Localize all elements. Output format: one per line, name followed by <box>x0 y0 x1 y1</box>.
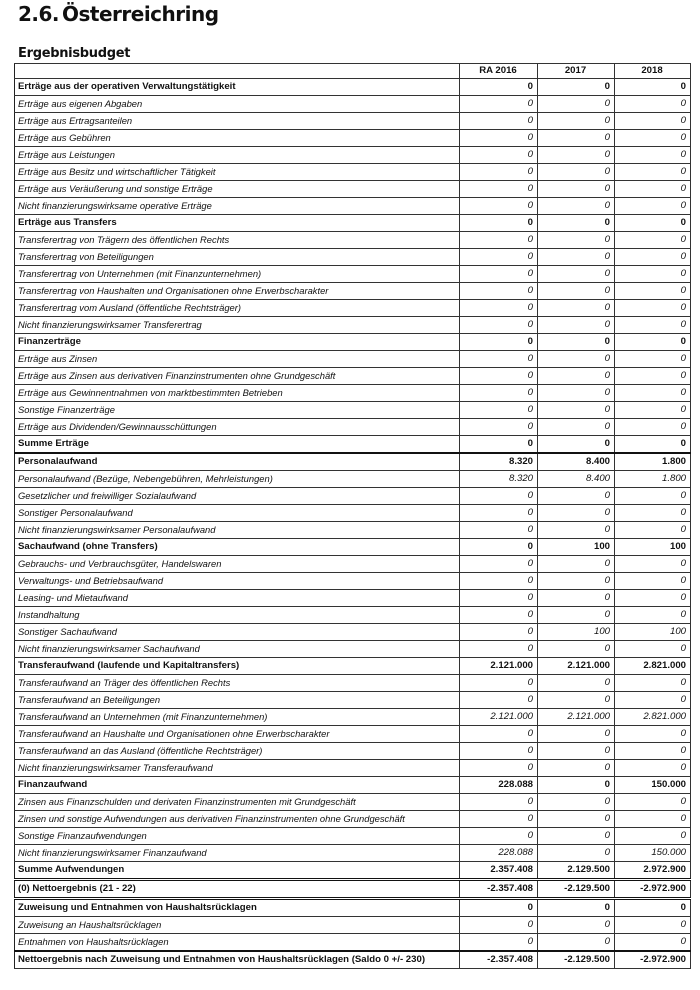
value-cell: 0 <box>460 556 538 573</box>
value-cell: 2.821.000 <box>615 658 691 675</box>
value-cell: -2.972.900 <box>615 951 691 969</box>
row-label: Nettoergebnis nach Zuweisung und Entnahmen von Haushaltsrücklagen (Saldo 0 +/- 230) <box>15 951 460 969</box>
value-cell: 0 <box>538 488 615 505</box>
table-row <box>15 522 691 539</box>
row-label: Sachaufwand (ohne Transfers) <box>15 539 460 556</box>
value-cell: 0 <box>538 351 615 368</box>
table-row <box>15 266 691 283</box>
value-cell: 0 <box>538 692 615 709</box>
value-cell: 0 <box>615 164 691 181</box>
row-label: Zuweisung an Haushaltsrücklagen <box>15 917 460 934</box>
row-label: Erträge aus Besitz und wirtschaftlicher Tätigkeit <box>15 164 460 181</box>
value-cell: 0 <box>460 436 538 454</box>
value-cell: 0 <box>615 917 691 934</box>
value-cell: 2.821.000 <box>615 709 691 726</box>
value-cell: 2.129.500 <box>538 862 615 880</box>
value-cell: 0 <box>538 283 615 300</box>
value-cell: 0 <box>615 317 691 334</box>
table-row <box>15 471 691 488</box>
table-row <box>15 760 691 777</box>
value-cell: 0 <box>538 590 615 607</box>
table-row <box>15 147 691 164</box>
value-cell: 0 <box>460 641 538 658</box>
row-label: Gebrauchs- und Verbrauchsgüter, Handelswaren <box>15 556 460 573</box>
row-label: Erträge aus Transfers <box>15 215 460 232</box>
value-cell: 0 <box>615 351 691 368</box>
row-label: Erträge aus Gebühren <box>15 130 460 147</box>
table-row <box>15 607 691 624</box>
value-cell: 0 <box>615 692 691 709</box>
value-cell: 0 <box>538 113 615 130</box>
value-cell: 100 <box>615 624 691 641</box>
value-cell: 0 <box>538 726 615 743</box>
row-label: Nicht finanzierungswirksamer Finanzaufwand <box>15 845 460 862</box>
value-cell: 0 <box>460 692 538 709</box>
row-label: Transferertrag von Trägern des öffentlichen Rechts <box>15 232 460 249</box>
value-cell: 0 <box>460 590 538 607</box>
row-label: Transferaufwand (laufende und Kapitaltransfers) <box>15 658 460 675</box>
value-cell: -2.129.500 <box>538 880 615 899</box>
table-row <box>15 453 691 471</box>
table-row <box>15 419 691 436</box>
value-cell: 0 <box>460 368 538 385</box>
value-cell: 0 <box>460 351 538 368</box>
value-cell: 0 <box>460 607 538 624</box>
value-cell: 150.000 <box>615 845 691 862</box>
budget-subtitle: Ergebnisbudget <box>18 46 131 61</box>
value-cell: 0 <box>615 505 691 522</box>
row-label: Nicht finanzierungswirksamer Transferaufwand <box>15 760 460 777</box>
row-label: Transferertrag von Beteiligungen <box>15 249 460 266</box>
value-cell: 0 <box>615 607 691 624</box>
row-label: Zinsen aus Finanzschulden und derivaten Finanzinstrumenten mit Grundgeschäft <box>15 794 460 811</box>
table-row <box>15 113 691 130</box>
value-cell: 0 <box>615 828 691 845</box>
value-cell: 0 <box>460 743 538 760</box>
row-label: Erträge aus Leistungen <box>15 147 460 164</box>
table-row <box>15 658 691 675</box>
table-header-row <box>15 64 691 79</box>
value-cell: 0 <box>538 777 615 794</box>
section-heading <box>18 2 219 26</box>
value-cell: 0 <box>538 198 615 215</box>
table-row <box>15 164 691 181</box>
table-row <box>15 249 691 266</box>
row-label: Transferaufwand an Träger des öffentlichen Rechts <box>15 675 460 692</box>
value-cell: 150.000 <box>615 777 691 794</box>
value-cell: 0 <box>538 845 615 862</box>
value-cell: 0 <box>615 641 691 658</box>
value-cell: 2.121.000 <box>460 658 538 675</box>
value-cell: 0 <box>460 79 538 96</box>
value-cell: 0 <box>460 96 538 113</box>
row-label: Transferertrag vom Ausland (öffentliche Rechtsträger) <box>15 300 460 317</box>
value-cell: 0 <box>538 96 615 113</box>
value-cell: 0 <box>460 385 538 402</box>
value-cell: 0 <box>615 436 691 454</box>
table-row <box>15 300 691 317</box>
table-row <box>15 488 691 505</box>
row-label: Erträge aus Dividenden/Gewinnausschüttungen <box>15 419 460 436</box>
table-row <box>15 624 691 641</box>
value-cell: 0 <box>615 198 691 215</box>
value-cell: 0 <box>538 402 615 419</box>
row-label: Finanzaufwand <box>15 777 460 794</box>
table-row <box>15 232 691 249</box>
row-label: Zinsen und sonstige Aufwendungen aus derivativen Finanzinstrumenten ohne Grundgeschäft <box>15 811 460 828</box>
row-label: Transferaufwand an Unternehmen (mit Finanzunternehmen) <box>15 709 460 726</box>
value-cell: 0 <box>460 419 538 436</box>
table-row <box>15 505 691 522</box>
table-row <box>15 811 691 828</box>
value-cell: 2.121.000 <box>538 658 615 675</box>
table-row <box>15 590 691 607</box>
row-label: Nicht finanzierungswirksame operative Erträge <box>15 198 460 215</box>
row-label: Erträge aus Zinsen aus derivativen Finanzinstrumenten ohne Grundgeschäft <box>15 368 460 385</box>
row-label: Summe Aufwendungen <box>15 862 460 880</box>
row-label: Entnahmen von Haushaltsrücklagen <box>15 934 460 952</box>
value-cell: 0 <box>460 828 538 845</box>
row-label: Personalaufwand (Bezüge, Nebengebühren, Mehrleistungen) <box>15 471 460 488</box>
table-row <box>15 368 691 385</box>
section-number: 2.6. <box>18 2 60 26</box>
table-row <box>15 215 691 232</box>
value-cell: 0 <box>538 917 615 934</box>
value-cell: 0 <box>460 249 538 266</box>
value-cell: 0 <box>460 760 538 777</box>
value-cell: 2.972.900 <box>615 862 691 880</box>
table-row <box>15 709 691 726</box>
value-cell: 0 <box>538 828 615 845</box>
value-cell: 2.121.000 <box>538 709 615 726</box>
value-cell: 0 <box>615 556 691 573</box>
value-cell: -2.357.408 <box>460 880 538 899</box>
table-row <box>15 951 691 969</box>
value-cell: 0 <box>460 899 538 917</box>
table-row <box>15 317 691 334</box>
value-cell: 0 <box>460 334 538 351</box>
value-cell: 0 <box>615 899 691 917</box>
value-cell: 0 <box>460 811 538 828</box>
value-cell: 0 <box>538 794 615 811</box>
value-cell: 100 <box>538 539 615 556</box>
value-cell: 0 <box>460 794 538 811</box>
value-cell: 0 <box>538 760 615 777</box>
row-label: Sonstiger Sachaufwand <box>15 624 460 641</box>
value-cell: 0 <box>615 96 691 113</box>
row-label: Personalaufwand <box>15 453 460 471</box>
table-row <box>15 862 691 880</box>
table-row <box>15 96 691 113</box>
value-cell: 0 <box>460 675 538 692</box>
row-label: Erträge aus eigenen Abgaben <box>15 96 460 113</box>
value-cell: 0 <box>615 934 691 952</box>
value-cell: 0 <box>615 181 691 198</box>
value-cell: 0 <box>615 675 691 692</box>
row-label: Erträge aus Zinsen <box>15 351 460 368</box>
value-cell: -2.129.500 <box>538 951 615 969</box>
value-cell: 0 <box>460 232 538 249</box>
value-cell: 0 <box>615 794 691 811</box>
value-cell: 0 <box>615 522 691 539</box>
value-cell: 0 <box>615 334 691 351</box>
table-row <box>15 845 691 862</box>
table-row <box>15 692 691 709</box>
value-cell: 0 <box>460 164 538 181</box>
table-row <box>15 436 691 454</box>
row-label: Instandhaltung <box>15 607 460 624</box>
value-cell: 8.320 <box>460 471 538 488</box>
row-label: Sonstige Finanzaufwendungen <box>15 828 460 845</box>
value-cell: 0 <box>615 368 691 385</box>
table-row <box>15 402 691 419</box>
value-cell: 0 <box>615 79 691 96</box>
value-cell: 0 <box>615 266 691 283</box>
row-label: Gesetzlicher und freiwilliger Sozialaufwand <box>15 488 460 505</box>
value-cell: 0 <box>460 917 538 934</box>
value-cell: 0 <box>615 402 691 419</box>
value-cell: 0 <box>538 164 615 181</box>
value-cell: 0 <box>460 215 538 232</box>
row-label: Verwaltungs- und Betriebsaufwand <box>15 573 460 590</box>
value-cell: 0 <box>538 147 615 164</box>
table-row <box>15 726 691 743</box>
table-row <box>15 181 691 198</box>
table-row <box>15 743 691 760</box>
value-cell: 0 <box>538 368 615 385</box>
value-cell: 0 <box>538 436 615 454</box>
table-row <box>15 283 691 300</box>
value-cell: 0 <box>538 317 615 334</box>
value-cell: 100 <box>615 539 691 556</box>
value-cell: 0 <box>615 488 691 505</box>
value-cell: 0 <box>538 607 615 624</box>
value-cell: 0 <box>460 283 538 300</box>
row-label: Transferaufwand an Beteiligungen <box>15 692 460 709</box>
value-cell: 0 <box>538 79 615 96</box>
value-cell: 0 <box>460 198 538 215</box>
value-cell: 0 <box>538 573 615 590</box>
value-cell: 0 <box>615 113 691 130</box>
value-cell: 0 <box>615 300 691 317</box>
row-label: Transferertrag von Haushalten und Organisationen ohne Erwerbscharakter <box>15 283 460 300</box>
row-label: Sonstige Finanzerträge <box>15 402 460 419</box>
value-cell: 0 <box>615 385 691 402</box>
value-cell: 1.800 <box>615 471 691 488</box>
value-cell: 0 <box>615 573 691 590</box>
value-cell: 0 <box>615 590 691 607</box>
value-cell: 0 <box>538 130 615 147</box>
row-label: Zuweisung und Entnahmen von Haushaltsrücklagen <box>15 899 460 917</box>
value-cell: 0 <box>538 419 615 436</box>
table-row <box>15 351 691 368</box>
header-label-cell <box>15 64 460 79</box>
value-cell: 0 <box>615 215 691 232</box>
table-row <box>15 334 691 351</box>
value-cell: 1.800 <box>615 453 691 471</box>
value-cell: 100 <box>538 624 615 641</box>
row-label: Summe Erträge <box>15 436 460 454</box>
value-cell: 0 <box>615 726 691 743</box>
value-cell: 8.400 <box>538 453 615 471</box>
table-row <box>15 828 691 845</box>
row-label: Transferaufwand an Haushalte und Organisationen ohne Erwerbscharakter <box>15 726 460 743</box>
value-cell: 0 <box>538 181 615 198</box>
value-cell: 0 <box>538 249 615 266</box>
value-cell: 0 <box>615 130 691 147</box>
table-row <box>15 899 691 917</box>
column-header: RA 2016 <box>460 64 538 79</box>
row-label: Finanzerträge <box>15 334 460 351</box>
table-row <box>15 198 691 215</box>
table-row <box>15 794 691 811</box>
row-label: Erträge aus Ertragsanteilen <box>15 113 460 130</box>
value-cell: 0 <box>538 641 615 658</box>
value-cell: 0 <box>538 232 615 249</box>
row-label: Nicht finanzierungswirksamer Sachaufwand <box>15 641 460 658</box>
table-row <box>15 880 691 899</box>
value-cell: -2.357.408 <box>460 951 538 969</box>
row-label: Erträge aus Gewinnentnahmen von marktbestimmten Betrieben <box>15 385 460 402</box>
value-cell: 0 <box>460 147 538 164</box>
value-cell: 0 <box>460 181 538 198</box>
value-cell: 0 <box>538 556 615 573</box>
value-cell: 0 <box>538 934 615 952</box>
value-cell: 0 <box>460 522 538 539</box>
value-cell: 0 <box>615 283 691 300</box>
value-cell: 0 <box>460 934 538 952</box>
value-cell: 0 <box>538 899 615 917</box>
value-cell: 0 <box>460 266 538 283</box>
value-cell: 0 <box>538 743 615 760</box>
value-cell: 0 <box>615 249 691 266</box>
value-cell: 0 <box>538 811 615 828</box>
row-label: Transferaufwand an das Ausland (öffentliche Rechtsträger) <box>15 743 460 760</box>
value-cell: 0 <box>460 130 538 147</box>
column-header: 2017 <box>538 64 615 79</box>
table-row <box>15 641 691 658</box>
table-row <box>15 573 691 590</box>
section-title: Österreichring <box>62 2 219 26</box>
value-cell: 0 <box>538 215 615 232</box>
value-cell: 0 <box>615 811 691 828</box>
row-label: Erträge aus der operativen Verwaltungstätigkeit <box>15 79 460 96</box>
value-cell: 8.320 <box>460 453 538 471</box>
value-cell: 0 <box>460 573 538 590</box>
column-header: 2018 <box>615 64 691 79</box>
value-cell: 0 <box>615 743 691 760</box>
value-cell: 0 <box>538 385 615 402</box>
row-label: (0) Nettoergebnis (21 - 22) <box>15 880 460 899</box>
value-cell: 0 <box>460 113 538 130</box>
row-label: Erträge aus Veräußerung und sonstige Erträge <box>15 181 460 198</box>
value-cell: 0 <box>460 505 538 522</box>
value-cell: 2.121.000 <box>460 709 538 726</box>
value-cell: 0 <box>460 726 538 743</box>
value-cell: 0 <box>460 488 538 505</box>
value-cell: -2.972.900 <box>615 880 691 899</box>
table-row <box>15 130 691 147</box>
value-cell: 0 <box>615 419 691 436</box>
value-cell: 0 <box>460 624 538 641</box>
value-cell: 0 <box>460 539 538 556</box>
value-cell: 2.357.408 <box>460 862 538 880</box>
table-row <box>15 917 691 934</box>
value-cell: 8.400 <box>538 471 615 488</box>
table-row <box>15 777 691 794</box>
value-cell: 0 <box>460 402 538 419</box>
value-cell: 0 <box>538 300 615 317</box>
table-row <box>15 556 691 573</box>
value-cell: 0 <box>538 266 615 283</box>
value-cell: 0 <box>538 675 615 692</box>
value-cell: 0 <box>460 317 538 334</box>
row-label: Sonstiger Personalaufwand <box>15 505 460 522</box>
row-label: Leasing- und Mietaufwand <box>15 590 460 607</box>
budget-table-body <box>15 64 691 969</box>
value-cell: 0 <box>538 522 615 539</box>
table-row <box>15 79 691 96</box>
value-cell: 0 <box>538 505 615 522</box>
value-cell: 0 <box>460 300 538 317</box>
budget-table <box>14 63 691 969</box>
table-row <box>15 539 691 556</box>
value-cell: 0 <box>615 147 691 164</box>
value-cell: 228.088 <box>460 845 538 862</box>
value-cell: 228.088 <box>460 777 538 794</box>
table-row <box>15 675 691 692</box>
row-label: Transferertrag von Unternehmen (mit Finanzunternehmen) <box>15 266 460 283</box>
value-cell: 0 <box>538 334 615 351</box>
value-cell: 0 <box>615 760 691 777</box>
table-row <box>15 934 691 952</box>
row-label: Nicht finanzierungswirksamer Personalaufwand <box>15 522 460 539</box>
table-row <box>15 385 691 402</box>
value-cell: 0 <box>615 232 691 249</box>
row-label: Nicht finanzierungswirksamer Transferertrag <box>15 317 460 334</box>
